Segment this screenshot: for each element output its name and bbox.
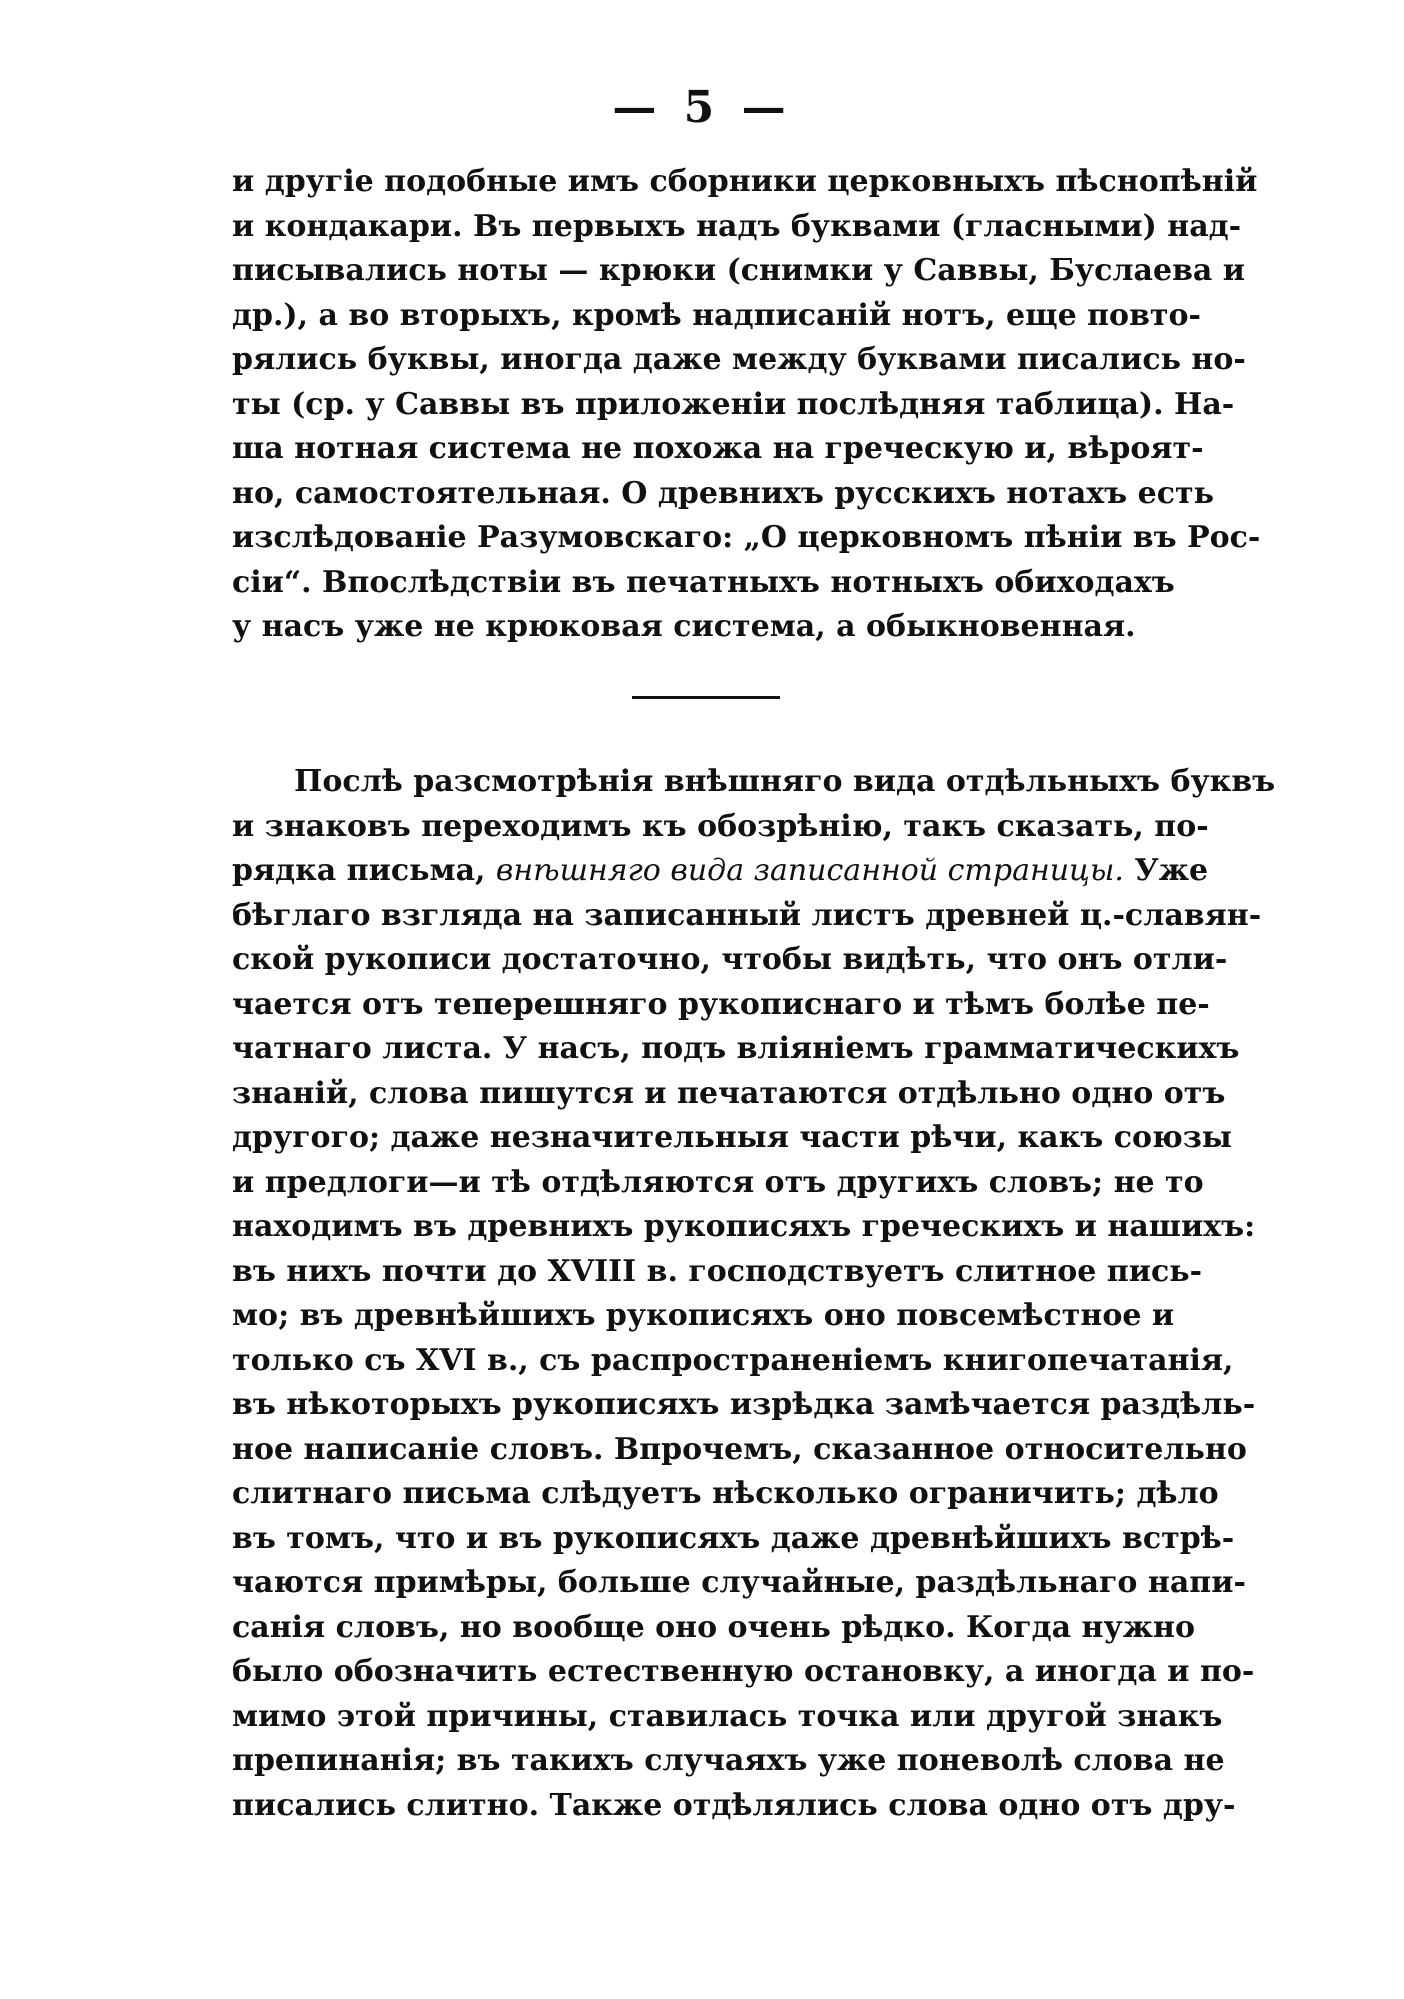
text-line: чается отъ теперешняго рукописнаго и тѣмъ болѣе пе- <box>232 986 1210 1022</box>
text-line: Послѣ разсмотрѣнія внѣшняго вида отдѣльныхъ буквъ <box>294 764 1276 799</box>
text-line: препинанія; въ такихъ случаяхъ уже поневолѣ слова не <box>232 1743 1225 1778</box>
text-line: мимо этой причины, ставилась точка или другой знакъ <box>232 1698 1223 1734</box>
text-line: въ томъ, что и въ рукописяхъ даже древнѣйшихъ встрѣ- <box>232 1520 1235 1556</box>
text-line: въ нѣкоторыхъ рукописяхъ изрѣдка замѣчается раздѣль- <box>232 1387 1256 1422</box>
text-line: но, самостоятельная. О древнихъ русскихъ нотахъ есть <box>232 475 1214 511</box>
text-segment: рядка письма, <box>232 853 496 888</box>
paragraph-main <box>232 760 1276 1828</box>
text-line: и кондакари. Въ первыхъ надъ буквами (гласными) над- <box>232 208 1242 244</box>
text-line: ное написаніе словъ. Впрочемъ, сказанное относительно <box>232 1431 1247 1467</box>
text-line: сіи“. Впослѣдствіи въ печатныхъ нотныхъ обиходахъ <box>232 564 1175 600</box>
text-line: и знаковъ переходимъ къ обозрѣнію, такъ сказать, по- <box>232 808 1209 844</box>
section-divider <box>632 696 780 699</box>
text-line: знаній, слова пишутся и печатаются отдѣльно одно отъ <box>232 1075 1226 1111</box>
text-line: другого; даже незначительныя части рѣчи, какъ союзы <box>232 1120 1232 1155</box>
text-line: ской рукописи достаточно, чтобы видѣть, что онъ отли- <box>232 942 1228 977</box>
text-line: мо; въ древнѣйшихъ рукописяхъ оно повсемѣстное и <box>232 1298 1175 1333</box>
text-line: и предлоги—и тѣ отдѣляются отъ другихъ словъ; не то <box>232 1164 1204 1200</box>
text-line: было обозначить естественную остановку, а иногда и по- <box>232 1654 1255 1689</box>
page-number: — 5 — <box>612 82 792 133</box>
text-line-mixed <box>232 849 1209 894</box>
text-line: рялись буквы, иногда даже между буквами писались но- <box>232 342 1246 377</box>
text-line: чатнаго листа. У насъ, подъ вліяніемъ грамматическихъ <box>232 1031 1240 1066</box>
text-line: только съ XVI в., съ распространеніемъ книгопечатанія, <box>232 1342 1234 1378</box>
text-line: бѣглаго взгляда на записанный листъ древней ц.-славян- <box>232 897 1262 933</box>
italic-emphasis: внѣшняго вида записанной страницы. <box>495 853 1124 888</box>
text-line: въ нихъ почти до XVIII в. господствуетъ слитное пись- <box>232 1253 1203 1289</box>
text-line: у насъ уже не крюковая система, а обыкновенная. <box>232 609 1136 644</box>
text-line: др.), а во вторыхъ, кромѣ надписаній нотъ, еще повто- <box>232 297 1201 333</box>
text-line: писывались ноты — крюки (снимки у Саввы, Буслаева и <box>232 253 1246 288</box>
text-line: находимъ въ древнихъ рукописяхъ греческихъ и нашихъ: <box>232 1209 1256 1244</box>
text-line: изслѣдованіе Разумовскаго: „О церковномъ пѣніи въ Рос- <box>232 520 1261 555</box>
text-line: ты (ср. у Саввы въ приложеніи послѣдняя таблица). На- <box>232 386 1235 422</box>
text-line: санія словъ, но вообще оно очень рѣдко. Когда нужно <box>232 1609 1195 1645</box>
paragraph-top <box>232 160 1261 650</box>
text-line: ша нотная система не похожа на греческую и, вѣроят- <box>232 431 1204 466</box>
text-line: слитнаго письма слѣдуетъ нѣсколько ограничить; дѣло <box>232 1476 1219 1511</box>
text-line: чаются примѣры, больше случайные, раздѣльнаго напи- <box>232 1565 1246 1600</box>
text-segment: Уже <box>1123 853 1209 888</box>
text-line: и другіе подобные имъ сборники церковныхъ пѣснопѣній <box>232 164 1258 199</box>
text-line: писались слитно. Также отдѣлялись слова одно отъ дру- <box>232 1787 1236 1823</box>
